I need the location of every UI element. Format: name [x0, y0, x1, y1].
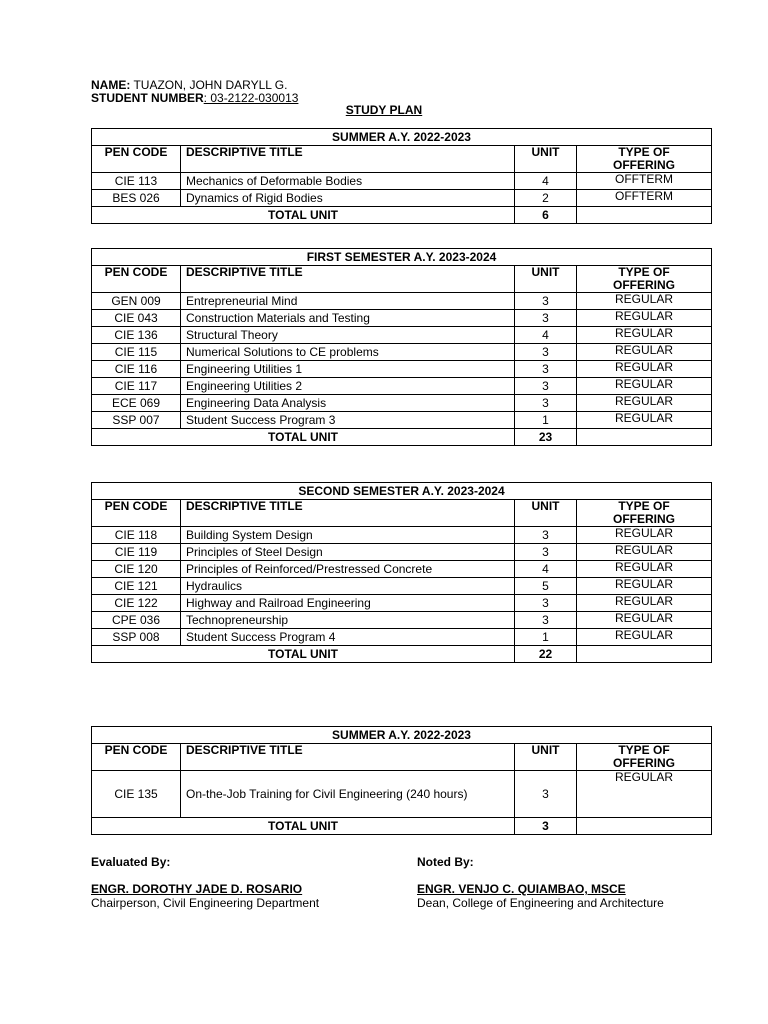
course-offering: REGULAR [577, 378, 712, 395]
course-offering: OFFTERM [577, 190, 712, 207]
col-descriptive-title: DESCRIPTIVE TITLE [181, 500, 515, 527]
course-offering: REGULAR [577, 629, 712, 646]
semester-title-row [92, 727, 712, 744]
course-offering: REGULAR [577, 395, 712, 412]
course-code: CIE 116 [92, 361, 181, 378]
student-name: TUAZON, JOHN DARYLL G. [133, 78, 288, 92]
course-code: CIE 121 [92, 578, 181, 595]
course-title: Principles of Steel Design [181, 544, 515, 561]
semester-title: SECOND SEMESTER A.Y. 2023-2024 [92, 483, 712, 500]
course-unit: 3 [515, 395, 577, 412]
course-title: Highway and Railroad Engineering [181, 595, 515, 612]
course-title: Building System Design [181, 527, 515, 544]
total-unit-empty [577, 429, 712, 446]
col-type-of-offering-line2: OFFERING [613, 512, 675, 526]
course-unit: 3 [515, 771, 577, 818]
semester-title-row [92, 483, 712, 500]
course-title: Numerical Solutions to CE problems [181, 344, 515, 361]
course-unit: 3 [515, 310, 577, 327]
course-code: CIE 113 [92, 173, 181, 190]
total-unit-row [92, 207, 712, 224]
course-title: Principles of Reinforced/Prestressed Concrete [181, 561, 515, 578]
course-unit: 5 [515, 578, 577, 595]
total-unit-label: TOTAL UNIT [92, 818, 515, 835]
semester-title-row [92, 249, 712, 266]
course-title: Mechanics of Deformable Bodies [181, 173, 515, 190]
course-offering: REGULAR [577, 412, 712, 429]
total-unit-label: TOTAL UNIT [92, 646, 515, 663]
course-code: CIE 118 [92, 527, 181, 544]
total-unit-row [92, 429, 712, 446]
col-type-of-offering-line1: TYPE OF [618, 499, 670, 513]
semester-table-summer-ojt [91, 726, 712, 835]
table-row [92, 395, 712, 412]
evaluator-name: ENGR. DOROTHY JADE D. ROSARIO [91, 882, 303, 896]
total-unit-value: 23 [515, 429, 577, 446]
course-title: Hydraulics [181, 578, 515, 595]
table-row [92, 578, 712, 595]
course-offering: REGULAR [577, 771, 712, 818]
col-type-of-offering [577, 146, 712, 173]
course-unit: 1 [515, 629, 577, 646]
total-unit-empty [577, 646, 712, 663]
table-row [92, 771, 712, 818]
table-row [92, 190, 712, 207]
course-offering: REGULAR [577, 310, 712, 327]
col-descriptive-title: DESCRIPTIVE TITLE [181, 146, 515, 173]
course-offering: REGULAR [577, 293, 712, 310]
semester-title: FIRST SEMESTER A.Y. 2023-2024 [92, 249, 712, 266]
course-offering: REGULAR [577, 361, 712, 378]
col-descriptive-title: DESCRIPTIVE TITLE [181, 744, 515, 771]
student-name-line [91, 78, 287, 92]
table-row [92, 173, 712, 190]
course-code: CIE 122 [92, 595, 181, 612]
course-unit: 4 [515, 327, 577, 344]
total-unit-label: TOTAL UNIT [92, 429, 515, 446]
evaluated-by-block [91, 855, 319, 910]
column-header-row [92, 266, 712, 293]
course-code: SSP 008 [92, 629, 181, 646]
total-unit-label: TOTAL UNIT [92, 207, 515, 224]
course-unit: 3 [515, 544, 577, 561]
evaluated-by-label: Evaluated By: [91, 855, 171, 869]
total-unit-row [92, 818, 712, 835]
course-offering: REGULAR [577, 595, 712, 612]
total-unit-empty [577, 818, 712, 835]
course-offering: REGULAR [577, 544, 712, 561]
course-title: Engineering Utilities 1 [181, 361, 515, 378]
course-code: BES 026 [92, 190, 181, 207]
table-row [92, 344, 712, 361]
course-title: Student Success Program 4 [181, 629, 515, 646]
col-type-of-offering [577, 266, 712, 293]
course-code: CIE 135 [92, 771, 181, 818]
course-code: CIE 043 [92, 310, 181, 327]
course-title: Structural Theory [181, 327, 515, 344]
semester-title: SUMMER A.Y. 2022-2023 [92, 129, 712, 146]
course-title: Student Success Program 3 [181, 412, 515, 429]
total-unit-value: 22 [515, 646, 577, 663]
course-unit: 1 [515, 412, 577, 429]
study-plan-title: STUDY PLAN [345, 103, 423, 117]
course-unit: 4 [515, 173, 577, 190]
col-descriptive-title: DESCRIPTIVE TITLE [181, 266, 515, 293]
table-row [92, 327, 712, 344]
table-row [92, 544, 712, 561]
course-unit: 2 [515, 190, 577, 207]
column-header-row [92, 500, 712, 527]
course-title: Entrepreneurial Mind [181, 293, 515, 310]
col-unit: UNIT [515, 500, 577, 527]
table-row [92, 612, 712, 629]
table-row [92, 527, 712, 544]
col-type-of-offering-line1: TYPE OF [618, 145, 670, 159]
course-offering: OFFTERM [577, 173, 712, 190]
course-code: CIE 136 [92, 327, 181, 344]
course-title: Technopreneurship [181, 612, 515, 629]
total-unit-value: 3 [515, 818, 577, 835]
table-row [92, 629, 712, 646]
evaluator-position: Chairperson, Civil Engineering Department [91, 896, 320, 910]
semester-table-summer-2022 [91, 128, 712, 224]
table-row [92, 310, 712, 327]
course-unit: 3 [515, 361, 577, 378]
noter-name: ENGR. VENJO C. QUIAMBAO, MSCE [417, 882, 626, 896]
course-code: ECE 069 [92, 395, 181, 412]
col-pen-code: PEN CODE [92, 266, 181, 293]
noted-by-block [417, 855, 664, 910]
total-unit-row [92, 646, 712, 663]
table-row [92, 293, 712, 310]
student-number-label: STUDENT NUMBER [91, 91, 204, 105]
column-header-row [92, 744, 712, 771]
course-unit: 3 [515, 595, 577, 612]
col-type-of-offering-line2: OFFERING [613, 278, 675, 292]
course-title: On-the-Job Training for Civil Engineering (240 hours) [181, 771, 515, 818]
course-title: Engineering Data Analysis [181, 395, 515, 412]
total-unit-empty [577, 207, 712, 224]
course-offering: REGULAR [577, 612, 712, 629]
col-type-of-offering [577, 500, 712, 527]
col-type-of-offering-line1: TYPE OF [618, 265, 670, 279]
course-title: Engineering Utilities 2 [181, 378, 515, 395]
col-unit: UNIT [515, 266, 577, 293]
table-row [92, 412, 712, 429]
course-offering: REGULAR [577, 327, 712, 344]
course-unit: 3 [515, 527, 577, 544]
course-offering: REGULAR [577, 344, 712, 361]
course-unit: 3 [515, 612, 577, 629]
column-header-row [92, 146, 712, 173]
course-offering: REGULAR [577, 527, 712, 544]
course-unit: 4 [515, 561, 577, 578]
col-unit: UNIT [515, 744, 577, 771]
course-code: CIE 115 [92, 344, 181, 361]
col-type-of-offering-line1: TYPE OF [618, 743, 670, 757]
noter-position: Dean, College of Engineering and Architecture [417, 896, 664, 910]
col-pen-code: PEN CODE [92, 500, 181, 527]
semester-table-first-sem [91, 248, 712, 446]
col-type-of-offering-line2: OFFERING [613, 158, 675, 172]
course-offering: REGULAR [577, 561, 712, 578]
course-unit: 3 [515, 344, 577, 361]
course-title: Construction Materials and Testing [181, 310, 515, 327]
course-title: Dynamics of Rigid Bodies [181, 190, 515, 207]
course-unit: 3 [515, 378, 577, 395]
course-code: CIE 120 [92, 561, 181, 578]
table-row [92, 595, 712, 612]
col-pen-code: PEN CODE [92, 744, 181, 771]
course-code: CPE 036 [92, 612, 181, 629]
course-code: CIE 119 [92, 544, 181, 561]
semester-title: SUMMER A.Y. 2022-2023 [92, 727, 712, 744]
semester-title-row [92, 129, 712, 146]
course-code: CIE 117 [92, 378, 181, 395]
student-number: : 03-2122-030013 [203, 91, 299, 105]
table-row [92, 378, 712, 395]
course-code: SSP 007 [92, 412, 181, 429]
total-unit-value: 6 [515, 207, 577, 224]
course-code: GEN 009 [92, 293, 181, 310]
course-offering: REGULAR [577, 578, 712, 595]
semester-table-second-sem [91, 482, 712, 663]
col-unit: UNIT [515, 146, 577, 173]
table-row [92, 561, 712, 578]
col-type-of-offering [577, 744, 712, 771]
col-pen-code: PEN CODE [92, 146, 181, 173]
col-type-of-offering-line2: OFFERING [613, 756, 675, 770]
noted-by-label: Noted By: [417, 855, 474, 869]
course-unit: 3 [515, 293, 577, 310]
name-label: NAME: [91, 78, 131, 92]
table-row [92, 361, 712, 378]
